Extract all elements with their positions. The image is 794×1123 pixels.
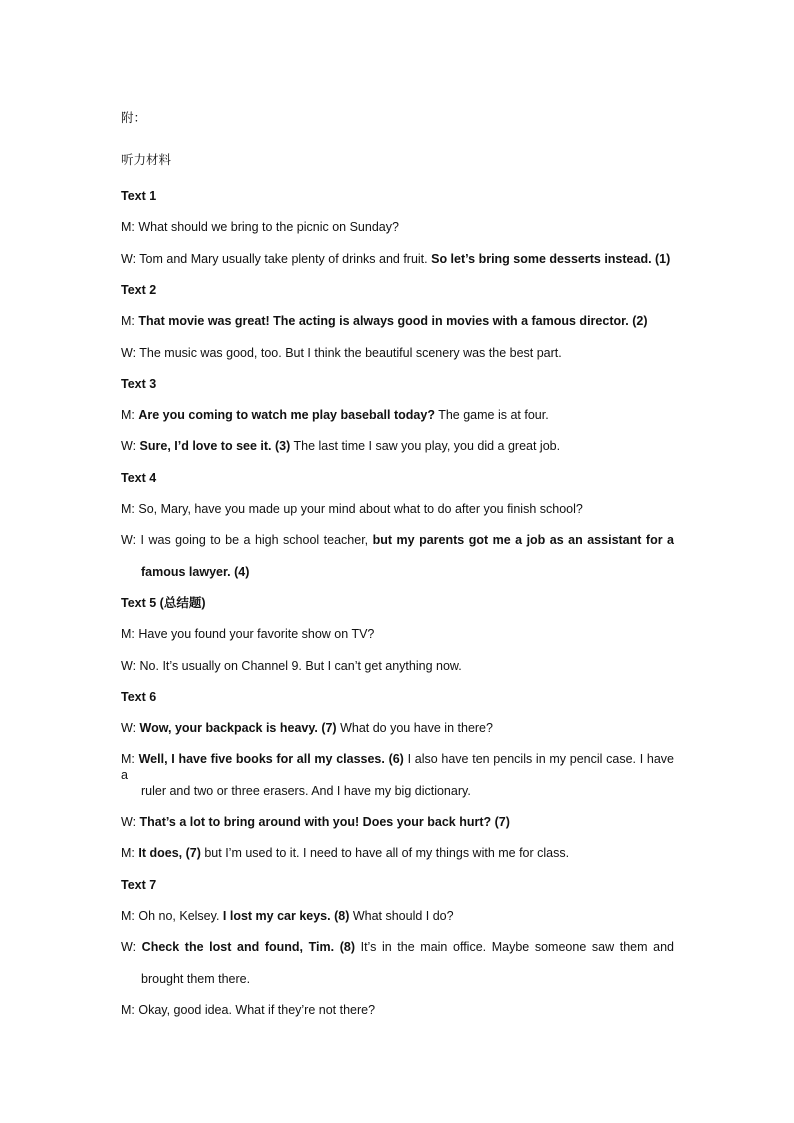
dialogue-text: but I’m used to it. I need to have all of my things with me for class. — [200, 846, 570, 861]
dialogue-text: Have you found your favorite show on TV? — [138, 627, 375, 642]
dialogue-text: What should we bring to the picnic on Sunday? — [138, 220, 399, 235]
text-heading: Text 5 (总结题) — [121, 595, 206, 610]
dialogue-text: brought them there. — [141, 971, 251, 986]
appendix-label: 附： — [121, 111, 147, 125]
dialogue-text: I also have ten pencils in my pencil case. I have a — [121, 752, 675, 783]
dialogue-text: What do you have in there? — [336, 721, 493, 736]
speaker-label: M: — [121, 314, 139, 329]
dialogue-line — [121, 658, 462, 674]
answer-highlight: So let’s bring some desserts instead. (1) — [431, 251, 671, 266]
dialogue-line-continued — [141, 783, 471, 799]
answer-highlight: Check the lost and found, Tim. (8) — [141, 940, 355, 955]
speaker-label: M: — [121, 846, 139, 861]
dialogue-text: The music was good, too. But I think the beautiful scenery was the best part. — [139, 345, 562, 360]
answer-highlight: It does, (7) — [138, 846, 201, 861]
dialogue-text: I was going to be a high school teacher, — [140, 533, 373, 548]
speaker-label: M: — [121, 627, 139, 642]
dialogue-text: So, Mary, have you made up your mind about what to do after you finish school? — [138, 502, 583, 516]
answer-highlight: Wow, your backpack is heavy. (7) — [139, 721, 337, 736]
answer-highlight: Well, I have five books for all my classes. (6) — [138, 752, 404, 767]
speaker-label: M: — [121, 408, 139, 423]
answer-highlight: Sure, I’d love to see it. (3) — [139, 439, 291, 454]
dialogue-line — [121, 219, 399, 235]
dialogue-line — [121, 845, 569, 861]
text-heading: Text 1 — [121, 189, 157, 203]
text-heading: Text 7 — [121, 877, 157, 892]
dialogue-line — [121, 751, 674, 783]
dialogue-line — [121, 345, 562, 361]
answer-highlight: That’s a lot to bring around with you! Does your back hurt? (7) — [139, 815, 510, 829]
dialogue-line — [121, 438, 560, 454]
dialogue-line-continued — [141, 564, 249, 580]
dialogue-line — [121, 720, 493, 736]
speaker-label: W: — [121, 815, 140, 829]
dialogue-text: ruler and two or three erasers. And I have my big dictionary. — [141, 783, 471, 798]
speaker-label: M: — [121, 502, 139, 516]
dialogue-text: No. It’s usually on Channel 9. But I can’t get anything now. — [139, 658, 462, 673]
dialogue-text: Okay, good idea. What if they’re not there? — [138, 1002, 376, 1017]
dialogue-text: Oh no, Kelsey. — [138, 908, 223, 923]
dialogue-text: The last time I saw you play, you did a great job. — [290, 439, 561, 454]
speaker-label: M: — [121, 752, 139, 767]
speaker-label: M: — [121, 220, 139, 235]
dialogue-line — [121, 501, 583, 517]
dialogue-line — [121, 939, 674, 955]
dialogue-text: What should I do? — [349, 908, 454, 923]
text-heading: Text 4 — [121, 470, 157, 485]
text-heading: Text 3 — [121, 376, 157, 391]
dialogue-text: Tom and Mary usually take plenty of drinks and fruit. — [139, 251, 432, 266]
dialogue-line — [121, 814, 510, 830]
dialogue-text: It’s in the main office. Maybe someone saw them and — [354, 940, 674, 955]
speaker-label: W: — [121, 439, 140, 454]
dialogue-line — [121, 532, 674, 548]
dialogue-line-continued — [141, 971, 250, 987]
speaker-label: W: — [121, 251, 140, 266]
dialogue-line — [121, 908, 454, 924]
answer-highlight: That movie was great! The acting is always good in movies with a famous director. (2) — [138, 314, 648, 329]
speaker-label: M: — [121, 1002, 139, 1017]
answer-highlight: I lost my car keys. (8) — [222, 908, 350, 923]
dialogue-line — [121, 626, 374, 642]
speaker-label: M: — [121, 908, 139, 923]
dialogue-text: The game is at four. — [434, 408, 549, 423]
dialogue-line — [121, 407, 549, 423]
dialogue-line — [121, 251, 670, 267]
speaker-label: W: — [121, 940, 142, 955]
speaker-label: W: — [121, 345, 140, 360]
dialogue-line — [121, 313, 648, 329]
text-heading: Text 6 — [121, 689, 157, 704]
text-heading: Text 2 — [121, 282, 157, 297]
answer-highlight: but my parents got me a job as an assistant for a — [372, 533, 674, 548]
speaker-label: W: — [121, 533, 141, 548]
answer-highlight: Are you coming to watch me play baseball today? — [138, 408, 435, 423]
speaker-label: W: — [121, 721, 140, 736]
section-title: 听力材料 — [121, 153, 172, 167]
answer-highlight: famous lawyer. (4) — [141, 564, 250, 579]
speaker-label: W: — [121, 658, 140, 673]
dialogue-line — [121, 1002, 375, 1018]
